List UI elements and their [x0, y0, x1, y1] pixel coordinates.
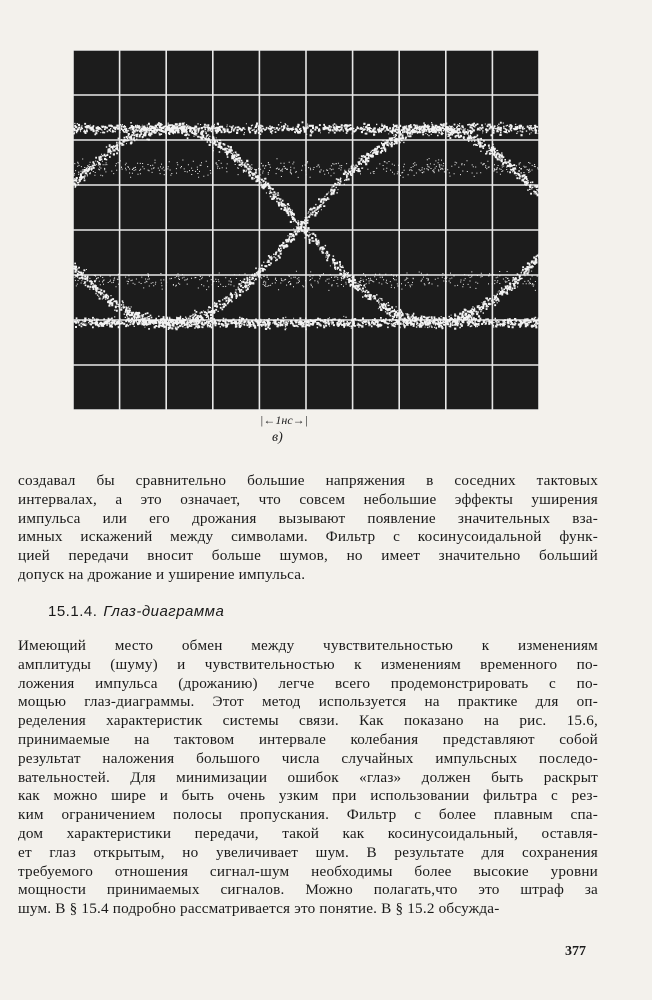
time-scale-marker: |←1нс→| [260, 413, 308, 427]
text-line: как можно шире и быть очень узким при использовании фильтра с рез- [18, 787, 598, 805]
paragraph-2 [18, 637, 598, 919]
text-line: ким ограничением полосы пропускания. Фильтр с более плавным спа- [18, 806, 598, 824]
text-line: интервалах, а это означает, что совсем небольшие эффекты уширения [18, 490, 598, 508]
text-line: вательностей. Для минимизации ошибок «глаз» должен быть раскрыт [18, 768, 598, 786]
paragraph-1 [18, 472, 598, 585]
eye-diagram-oscillogram [73, 50, 539, 410]
section-heading [48, 603, 224, 620]
text-line: мощью глаз-диаграммы. Этот метод используется на практике для оп- [18, 693, 598, 711]
text-line: мощности принимаемых сигналов. Можно полагать,что это штраф за [18, 881, 598, 899]
text-line: Имеющий место обмен между чувствительностью к изменениям [18, 637, 598, 654]
text-line: амплитуды (шуму) и чувствительностью к изменениям временного по- [18, 655, 598, 673]
text-line: цией передачи вносит больше шумов, но имеет значительно больший [18, 547, 598, 565]
text-line: допуск на дрожание и уширение импульса. [18, 565, 306, 583]
text-line: результат наложения большого числа случайных импульсных последо- [18, 749, 598, 767]
time-scale-label: 1нс [275, 413, 293, 427]
text-line: дом характеристики передачи, такой как косинусоидальный, оставля- [18, 824, 598, 842]
section-title: Глаз-диаграмма [103, 603, 225, 620]
text-line: импульса или его дрожания вызывают появление значительных вза- [18, 509, 598, 527]
text-line: ложения импульса (дрожанию) легче всего продемонстрировать с по- [18, 674, 598, 692]
text-line: ределения характеристик системы связи. Как показано на рис. 15.6, [18, 712, 598, 730]
section-number: 15.1.4. [48, 603, 98, 620]
text-line: имных искажений между символами. Фильтр с косинусоидальной функ- [18, 528, 598, 546]
text-line: шум. В § 15.4 подробно рассматривается это понятие. В § 15.2 обсужда- [18, 900, 500, 918]
figure-caption: в) [272, 430, 283, 445]
text-line: ет глаз открытым, но увеличивает шум. В результате для сохранения [18, 843, 598, 861]
page-number: 377 [565, 944, 586, 959]
text-line: принимаемые на тактовом интервале колебания представляют собой [18, 730, 598, 748]
text-line: требуемого отношения сигнал-шум необходимы более высокие уровни [18, 862, 598, 880]
text-line: создавал бы сравнительно большие напряжения в соседних тактовых [18, 472, 598, 489]
